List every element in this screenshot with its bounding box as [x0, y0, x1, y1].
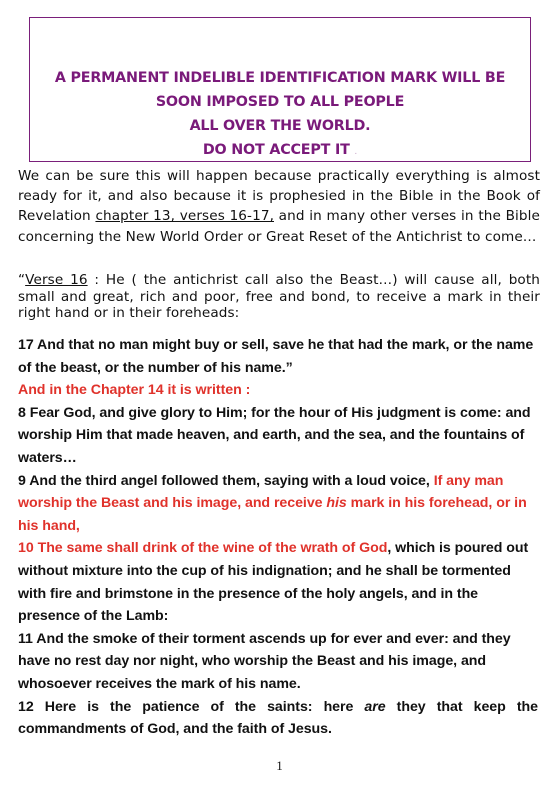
banner-title	[30, 66, 530, 164]
verse-12-italic: are	[364, 698, 386, 715]
banner-line-4-text: DO NOT ACCEPT IT	[202, 142, 350, 158]
verse-12-text-b: they that keep the commandments of God, and the faith of Jesus.	[18, 698, 538, 738]
verse-10	[18, 537, 538, 627]
scripture-reference: chapter 13, verses 16-17,	[95, 208, 274, 225]
verse-9-emphasis-a: If any man worship the Beast and his image, and receive	[18, 472, 504, 512]
intro-text-before: We can be sure this will happen because practically everything is almost ready for it, and also because it is prophesied in the Bible in the Book of Revelation	[18, 168, 540, 225]
verse-11: 11 And the smoke of their torment ascends up for ever and ever: and they have no rest day nor night, who worship the Beast and his image, and whosoever receives the mark of his name.	[18, 630, 511, 692]
chapter-14-heading: And in the Chapter 14 it is written :	[18, 382, 251, 399]
verse-9-emphasis-b: mark in his forehead, or in his hand,	[18, 495, 527, 534]
scripture-body	[18, 334, 538, 741]
banner-line-3: ALL OVER THE WORLD.	[189, 118, 371, 134]
banner-line-2: SOON IMPOSED TO ALL PEOPLE	[155, 94, 405, 110]
verse-12-text-a: 12 Here is the patience of the saints: here	[18, 698, 365, 715]
verse-9-text: 9 And the third angel followed them, saying with a loud voice,	[18, 472, 434, 489]
banner-line-1: A PERMANENT INDELIBLE IDENTIFICATION MARK WILL BE	[54, 70, 506, 86]
verse-16-paragraph	[18, 272, 540, 322]
verse-10-emphasis: 10 The same shall drink of the wine of the wrath of God	[18, 540, 388, 557]
intro-text-after: and in many other verses in the Bible concerning the New World Order or Great Reset of the Antichrist to come…	[18, 208, 540, 245]
open-quote: “	[18, 272, 26, 288]
banner-line-4	[30, 138, 530, 164]
banner-trailing-mark: .	[354, 147, 358, 157]
verse-9-emphasis-italic: his	[326, 495, 347, 512]
page-number: 1	[276, 758, 283, 773]
verse-12	[18, 696, 538, 741]
verse-8: 8 Fear God, and give glory to Him; for the hour of His judgment is come: and worship Him that made heaven, and earth, and the sea, and the fountains of waters…	[18, 404, 531, 466]
title-banner	[29, 17, 531, 162]
verse-9	[18, 470, 538, 538]
verse-16-text: : He ( the antichrist call also the Beast…) will cause all, both small and great, rich and poor, free and bond, to receive a mark in their right hand or in their foreheads:	[18, 272, 540, 321]
verse-10-text: , which is poured out without mixture into the cup of his indignation; and he shall be tormented with fire and brimstone in the presence of the holy angels, and in the presence of the Lamb:	[18, 540, 529, 625]
intro-paragraph	[18, 166, 540, 247]
verse-17: 17 And that no man might buy or sell, save he that had the mark, or the name of the beast, or the number of his name.”	[18, 337, 534, 376]
verse-16-label: Verse 16	[25, 272, 88, 288]
